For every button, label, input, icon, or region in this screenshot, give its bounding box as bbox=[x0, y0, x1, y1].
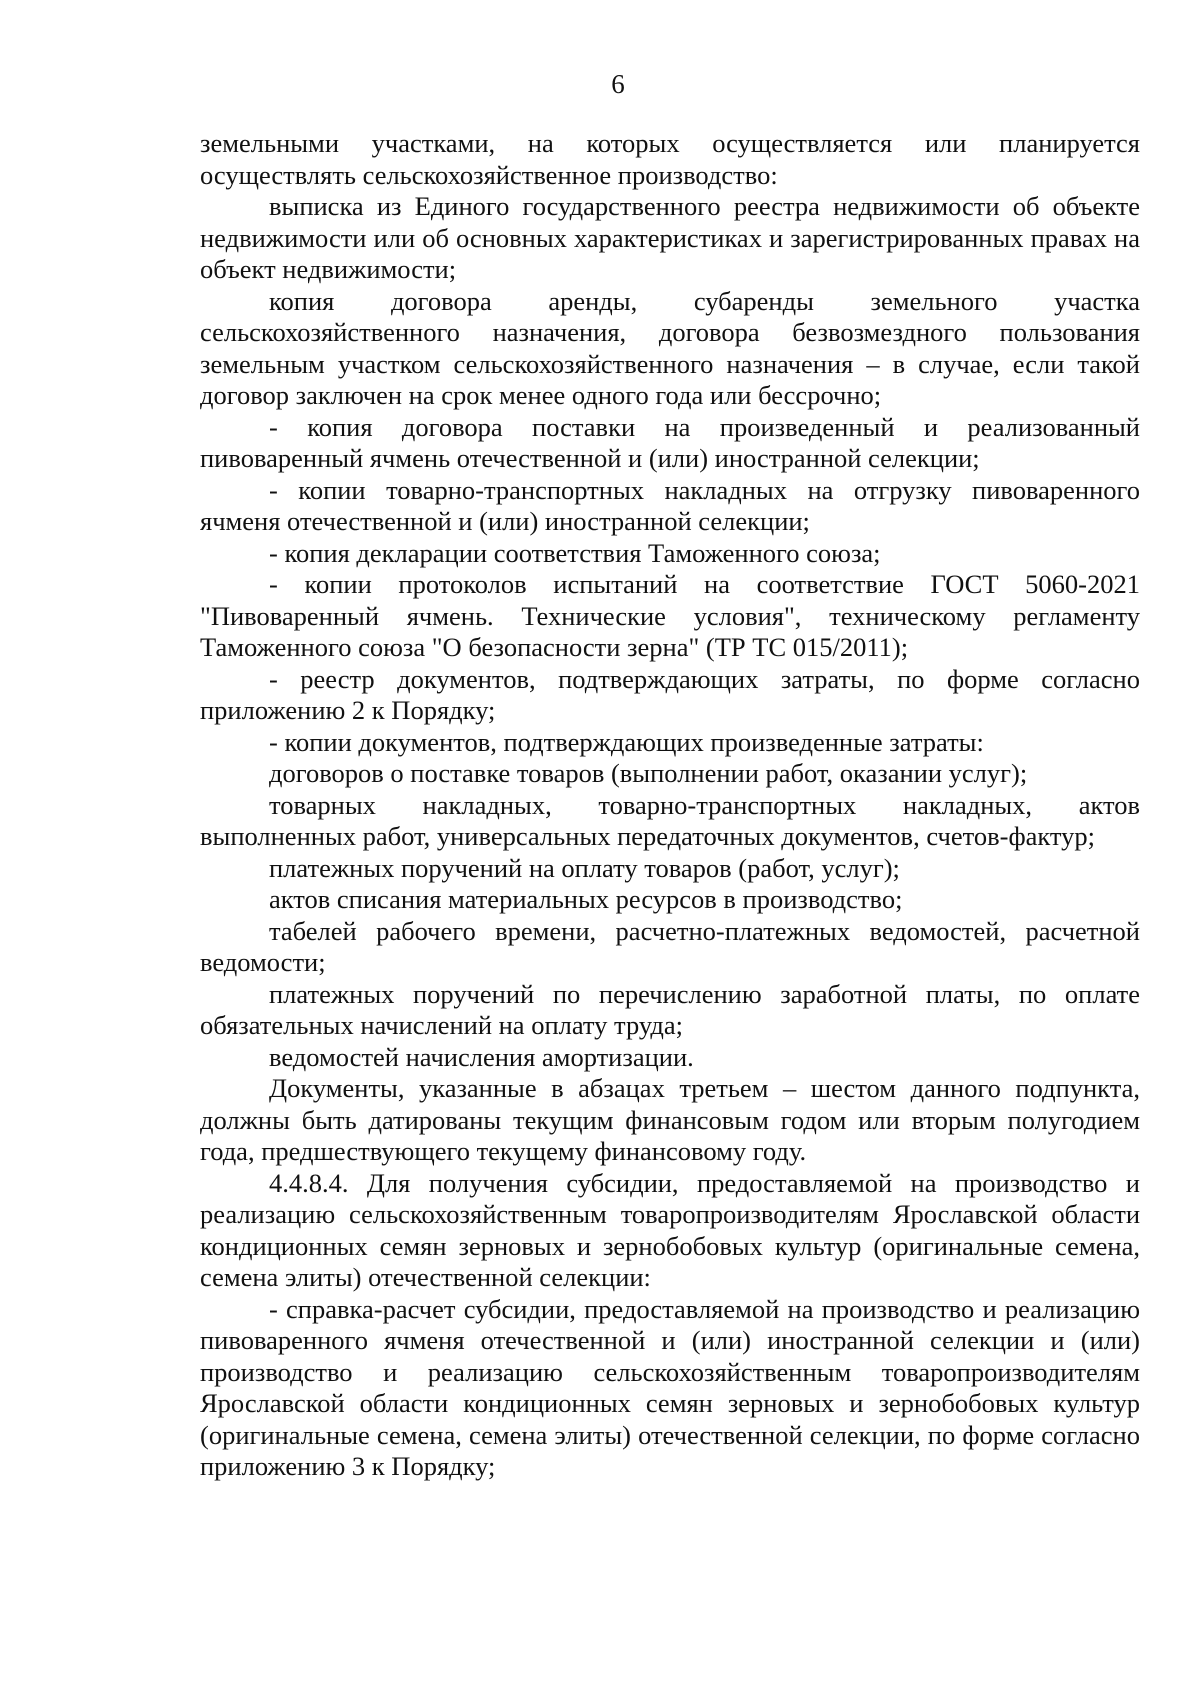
paragraph: - копии документов, подтверждающих произведенные затраты: bbox=[269, 726, 984, 757]
paragraph: земельными участками, на которых осуществляется или планируется осуществлять сельскохозяйственное производство: bbox=[200, 128, 1140, 190]
document-body bbox=[200, 128, 1140, 1483]
paragraph: табелей рабочего времени, расчетно-платежных ведомостей, расчетной ведомости; bbox=[200, 915, 1140, 977]
paragraph: - копии протоколов испытаний на соответствие ГОСТ 5060-2021 "Пивоваренный ячмень. Технические условия", техническому регламенту Таможенного союза "О безопасности зерна" (ТР ТС 015/2011); bbox=[200, 569, 1140, 662]
paragraph: - копия декларации соответствия Таможенного союза; bbox=[269, 537, 881, 568]
paragraph: товарных накладных, товарно-транспортных накладных, актов выполненных работ, универсальных передаточных документов, счетов-фактур; bbox=[200, 789, 1140, 851]
page-number: 6 bbox=[611, 69, 625, 99]
paragraph: - копия договора поставки на произведенный и реализованный пивоваренный ячмень отечественной и (или) иностранной селекции; bbox=[200, 411, 1140, 473]
paragraph: Документы, указанные в абзацах третьем – шестом данного подпункта, должны быть датированы текущим финансовым годом или вторым полугодием года, предшествующего текущему финансовому году. bbox=[200, 1073, 1140, 1166]
paragraph: - копии товарно-транспортных накладных на отгрузку пивоваренного ячменя отечественной и (или) иностранной селекции; bbox=[200, 474, 1140, 536]
paragraph: 4.4.8.4. Для получения субсидии, предоставляемой на производство и реализацию сельскохозяйственным товаропроизводителям Ярославской области кондиционных семян зерновых и зернобобовых культур (оригинальные семена, семена элиты) отечественной селекции: bbox=[200, 1167, 1140, 1292]
paragraph: - справка-расчет субсидии, предоставляемой на производство и реализацию пивоваренного ячменя отечественной и (или) иностранной селекции и (или) производство и реализацию сельскохозяйственным товаропроизводителям Ярославской области кондиционных семян зерновых и зернобобовых культур (оригинальные семена, семена элиты) отечественной селекции, по форме согласно приложению 3 к Порядку; bbox=[200, 1293, 1140, 1481]
paragraph: платежных поручений на оплату товаров (работ, услуг); bbox=[269, 852, 900, 883]
paragraph: договоров о поставке товаров (выполнении работ, оказании услуг); bbox=[269, 758, 1028, 788]
paragraph: - реестр документов, подтверждающих затраты, по форме согласно приложению 2 к Порядку; bbox=[200, 663, 1140, 725]
paragraph: платежных поручений по перечислению заработной платы, по оплате обязательных начислений на оплату труда; bbox=[200, 978, 1140, 1040]
paragraph: ведомостей начисления амортизации. bbox=[269, 1041, 694, 1072]
paragraph: копия договора аренды, субаренды земельного участка сельскохозяйственного назначения, договора безвозмездного пользования земельным участком сельскохозяйственного назначения – в случае, если такой договор заключен на срок менее одного года или бессрочно; bbox=[200, 285, 1140, 410]
paragraph: актов списания материальных ресурсов в производство; bbox=[269, 884, 903, 914]
paragraph: выписка из Единого государственного реестра недвижимости об объекте недвижимости или об основных характеристиках и зарегистрированных правах на объект недвижимости; bbox=[200, 191, 1140, 284]
